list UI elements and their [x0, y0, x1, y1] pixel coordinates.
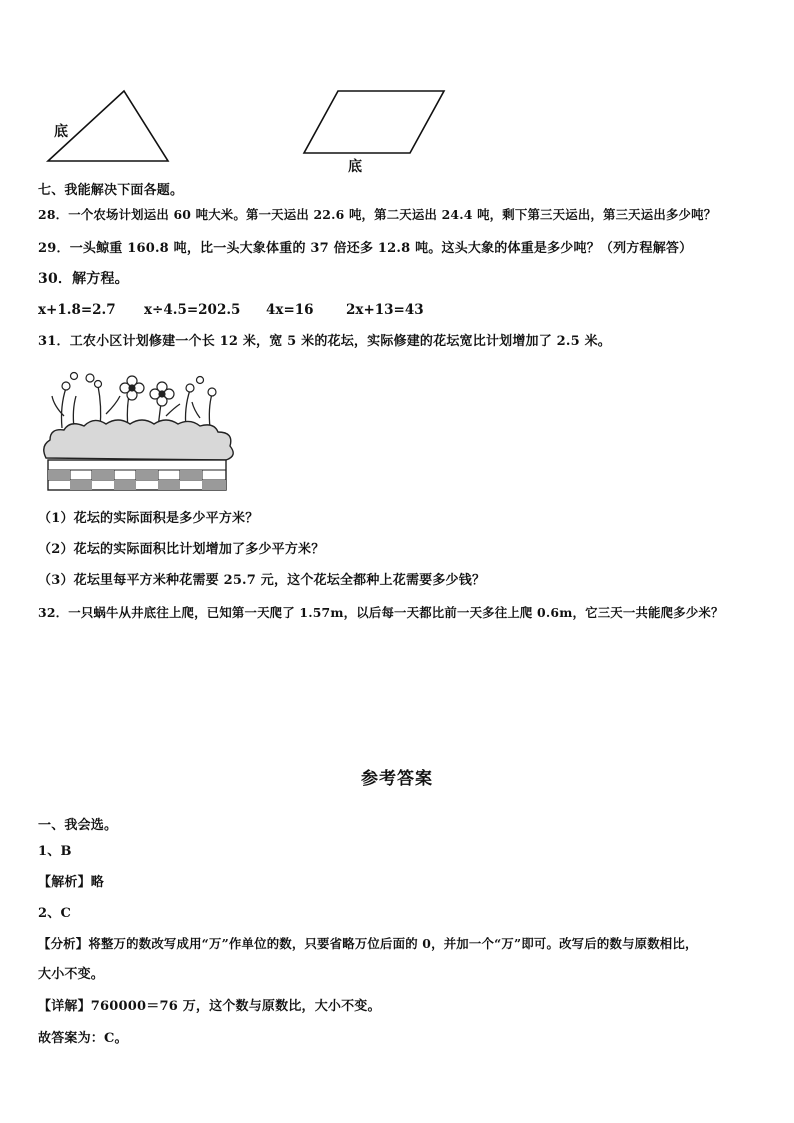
question-30: 30．解方程。	[38, 271, 129, 287]
answers-part1-heading: 一、我会选。	[38, 818, 118, 833]
answer-2-analysis-line2: 大小不变。	[38, 967, 105, 982]
answer-2-conclusion: 故答案为：C。	[38, 1031, 128, 1046]
question-31-part-3: （3）花坛里每平方米种花需要 25.7 元，这个花坛全都种上花需要多少钱？	[38, 573, 486, 588]
answers-title: 参考答案	[361, 769, 433, 789]
answer-1: 1、B	[38, 844, 72, 859]
answer-2: 2、C	[38, 906, 71, 921]
parallelogram-figure	[300, 88, 448, 158]
equation-3: 4x=16	[266, 302, 314, 318]
question-31-part-1: （1）花坛的实际面积是多少平方米？	[38, 511, 259, 526]
equation-2: x÷4.5=202.5	[144, 302, 241, 318]
equation-4: 2x+13=43	[346, 302, 424, 318]
question-31: 31．工农小区计划修建一个长 12 米，宽 5 米的花坛，实际修建的花坛宽比计划增加了 2.5 米。	[38, 334, 611, 349]
answer-2-analysis-line1: 【分析】将整万的数改写成用“万”作单位的数，只要省略万位后面的 0，并加一个“万”即可。改写后的数与原数相比，	[38, 936, 698, 951]
answer-2-detail: 【详解】760000＝76 万，这个数与原数比，大小不变。	[38, 999, 381, 1014]
question-31-part-2: （2）花坛的实际面积比计划增加了多少平方米？	[38, 542, 325, 557]
answer-1-analysis: 【解析】略	[38, 875, 105, 890]
question-29: 29．一头鲸重 160.8 吨，比一头大象体重的 37 倍还多 12.8 吨。这头大象的体重是多少吨？（列方程解答）	[38, 241, 693, 256]
equation-1: x+1.8=2.7	[38, 302, 116, 318]
flower-bed-illustration	[40, 366, 240, 496]
triangle-base-label: 底	[54, 124, 68, 140]
parallelogram-base-label: 底	[348, 159, 362, 175]
section7-heading: 七、我能解决下面各题。	[38, 183, 184, 198]
question-32: 32．一只蜗牛从井底往上爬，已知第一天爬了 1.57m，以后每一天都比前一天多往上爬 0.6m，它三天一共能爬多少米？	[38, 605, 724, 620]
question-28: 28．一个农场计划运出 60 吨大米。第一天运出 22.6 吨，第二天运出 24.4 吨，剩下第三天运出，第三天运出多少吨？	[38, 207, 717, 222]
